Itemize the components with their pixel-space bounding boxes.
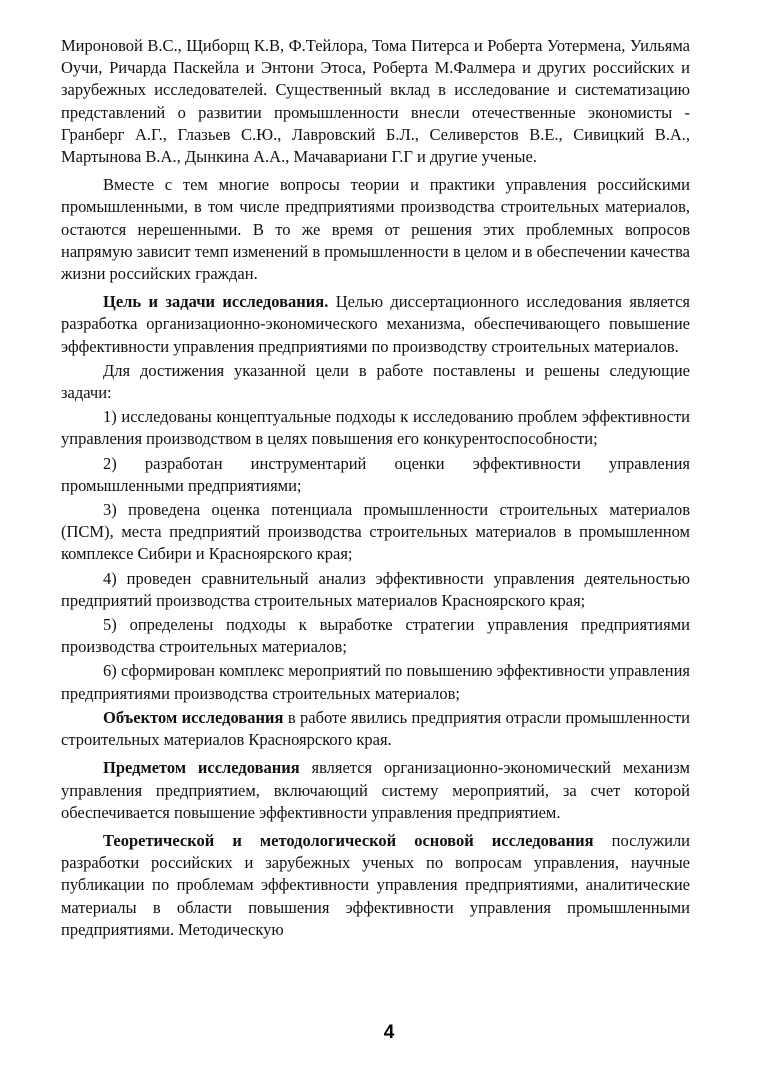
object-heading: Объектом исследования xyxy=(103,707,284,727)
task-item-1: 1) исследованы концептуальные подходы к исследованию проблем эффективности управления производством в целях повышения его конкурентоспособности; xyxy=(61,407,690,449)
goal-heading: Цель и задачи исследования. xyxy=(103,292,329,312)
page-number: 4 xyxy=(383,1022,395,1043)
task-item-2: 2) разработан инструментарий оценки эффективности управления промышленными предприятиями; xyxy=(61,453,690,495)
subject-text: является организационно-экономический механизм управления предприятием, включающий систему мероприятий, за счет которой обеспечивается повышение эффективности управления предприятием. xyxy=(61,758,690,822)
task-item-5: 5) определены подходы к выработке стратегии управления предприятиями производства строительных материалов; xyxy=(61,615,690,657)
subject-heading: Предметом исследования xyxy=(103,758,300,778)
task-item-4: 4) проведен сравнительный анализ эффективности управления деятельностью предприятий производства строительных материалов Красноярского края; xyxy=(61,568,690,610)
object-text: в работе явились предприятия отрасли промышленности строительных материалов Красноярского края. xyxy=(61,707,690,750)
paragraph-subject xyxy=(61,757,690,824)
paragraph-object xyxy=(61,707,690,751)
paragraph-goal xyxy=(61,291,690,358)
paragraph-tasks-intro: Для достижения указанной цели в работе поставлены и решены следующие задачи: xyxy=(61,360,690,403)
paragraph-theoretical-basis xyxy=(61,830,690,941)
task-item-3: 3) проведена оценка потенциала промышленности строительных материалов (ПСМ), места предприятий производства строительных материалов в промышленном комплексе Сибири и Красноярского края; xyxy=(61,500,690,564)
document-page xyxy=(61,35,690,941)
goal-text: Целью диссертационного исследования является разработка организационно-экономического механизма, обеспечивающего повышение эффективности управления предприятиями по производству строительных материалов. xyxy=(61,292,690,356)
theoretical-basis-heading: Теоретической и методологической основой исследования xyxy=(103,830,594,850)
task-item-6: 6) сформирован комплекс мероприятий по повышению эффективности управления предприятиями производства строительных материалов; xyxy=(61,661,690,703)
paragraph-researchers: Мироновой В.С., Щиборщ К.В, Ф.Тейлора, Тома Питерса и Роберта Уотермена, Уильяма Оучи, Ричарда Паскейла и Энтони Этоса, Роберта М.Фалмера и других российских и зарубежных исследователей. Существенный вклад в исследование и систематизацию представлений о развитии промышленности внесли отечественные экономисты - Гранберг А.Г., Глазьев С.Ю., Лавровский Б.Л., Селиверстов В.Е., Сивицкий В.А., Мартынова В.А., Дынкина А.А., Мачавариани Г.Г и другие ученые. xyxy=(61,36,690,167)
theoretical-basis-text: послужили разработки российских и зарубежных ученых по вопросам управления, научные публикации по проблемам эффективности управления предприятиями, аналитические материалы в области повышения эффективности управления промышленными предприятиями. Методическую xyxy=(61,830,691,939)
paragraph-unresolved-issues: Вместе с тем многие вопросы теории и практики управления российскими промышленными, в том числе предприятиями производства строительных материалов, остаются нерешенными. В то же время от решения этих проблемных вопросов напрямую зависит темп изменений в промышленности в целом и в обеспечении качества жизни российских граждан. xyxy=(61,175,690,284)
